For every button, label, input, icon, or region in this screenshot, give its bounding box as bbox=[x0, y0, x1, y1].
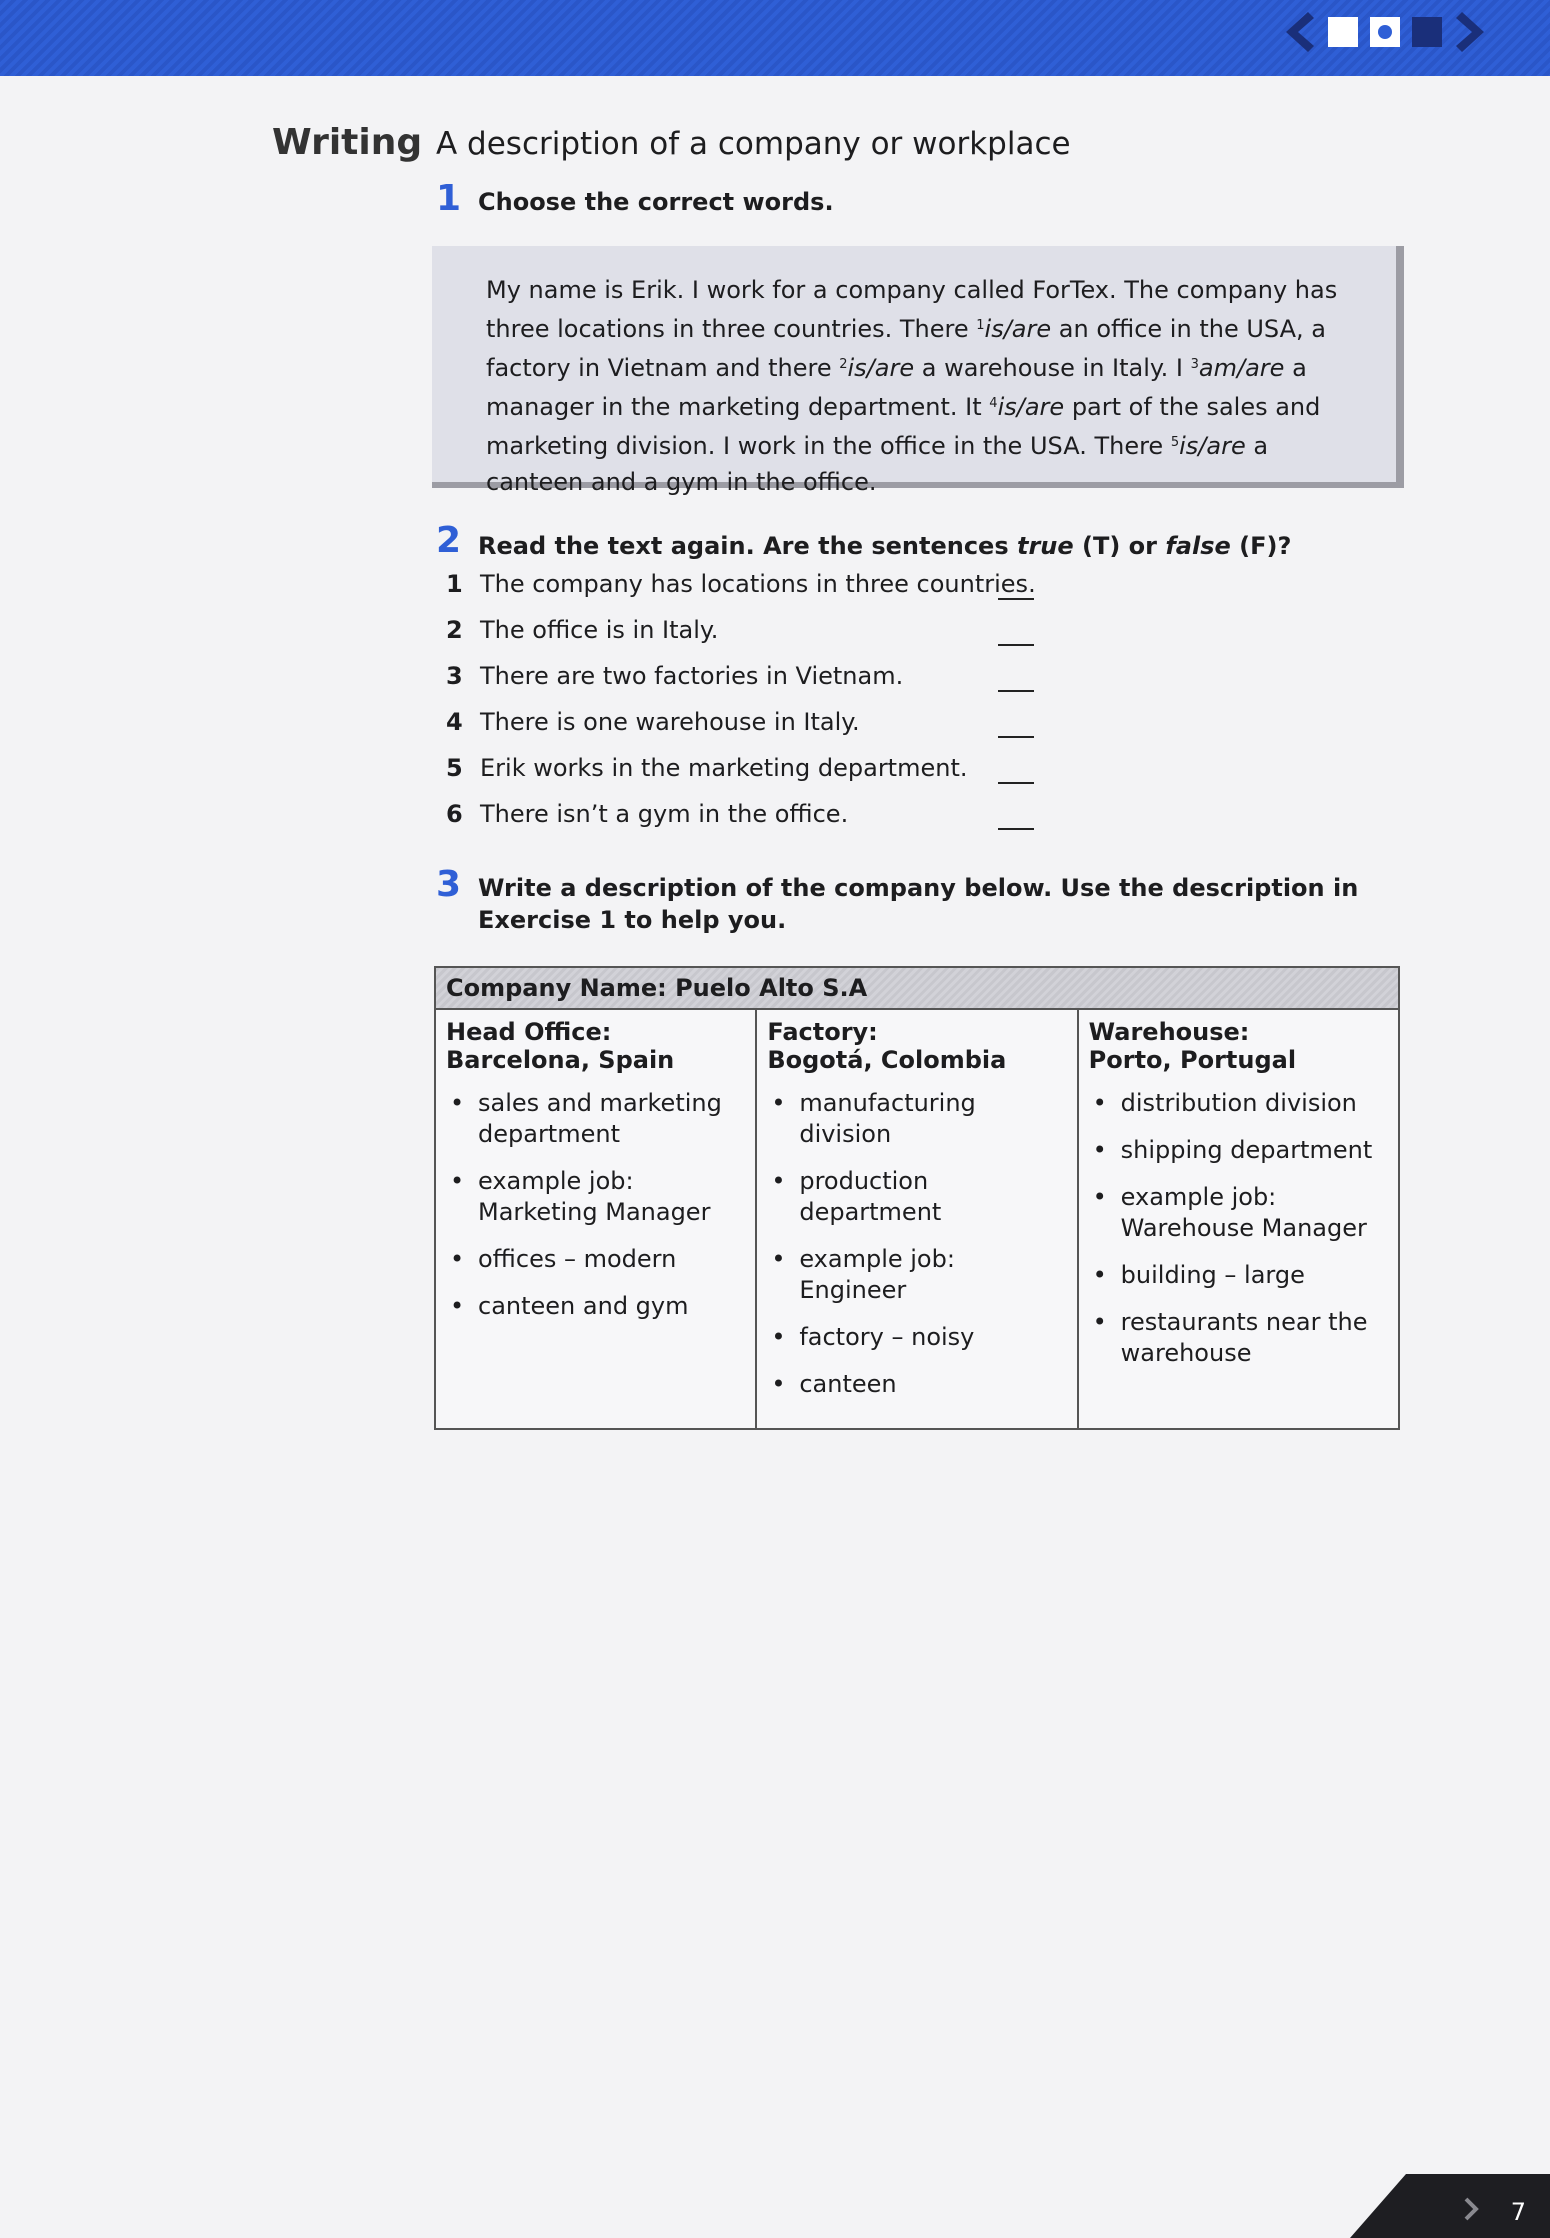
list-item: • canteen bbox=[767, 1369, 1066, 1400]
list-item: 2 The office is in Italy. bbox=[446, 616, 1046, 662]
factory-column bbox=[756, 1009, 1077, 1429]
exercise-3-number: 3 bbox=[436, 864, 462, 905]
circle-square-icon bbox=[1370, 17, 1400, 47]
filled-square-icon bbox=[1412, 17, 1442, 47]
list-item: • factory – noisy bbox=[767, 1322, 1066, 1353]
section-label: Writing bbox=[272, 122, 423, 163]
answer-blank[interactable] bbox=[998, 782, 1034, 784]
list-item: 4 There is one warehouse in Italy. bbox=[446, 708, 1046, 754]
choice-2[interactable]: is/are bbox=[847, 354, 915, 382]
column-location: Bogotá, Colombia bbox=[767, 1046, 1007, 1074]
exercise-1-text-box bbox=[432, 246, 1404, 496]
list-item: • distribution division bbox=[1089, 1088, 1388, 1119]
answer-blank[interactable] bbox=[998, 644, 1034, 646]
exercise-1-text: My name is Erik. I work for a company called ForTex. The company has three locations in three countries. There $^1$is/are an office in the USA, a factory in Vietnam and there $^2$is/are a warehouse in Italy. I $^3$am/are a manager in the marketing department. It $^4$is/are part of the sales and marketing division. I work in the office in the USA. There $^5$is/are a canteen and a gym in the office. bbox=[486, 276, 1338, 496]
nav-icons bbox=[1280, 10, 1490, 54]
list-item: • shipping department bbox=[1089, 1135, 1388, 1166]
column-location: Barcelona, Spain bbox=[446, 1046, 675, 1074]
list-item: 5 Erik works in the marketing department. bbox=[446, 754, 1046, 800]
column-title: Factory: bbox=[767, 1018, 878, 1046]
answer-blank[interactable] bbox=[998, 736, 1034, 738]
chevron-right-icon[interactable] bbox=[1458, 2196, 1486, 2222]
chevron-left-icon bbox=[1280, 10, 1316, 54]
list-item: 1 The company has locations in three countries. bbox=[446, 570, 1036, 598]
choice-4[interactable]: is/are bbox=[997, 393, 1065, 421]
answer-blank[interactable] bbox=[998, 828, 1034, 830]
company-table bbox=[434, 966, 1400, 1430]
column-title: Warehouse: bbox=[1088, 1018, 1250, 1046]
exercise-1-instruction: Choose the correct words. bbox=[478, 188, 834, 216]
choice-5[interactable]: is/are bbox=[1179, 432, 1246, 460]
section-title: A description of a company or workplace bbox=[436, 126, 1071, 162]
company-name-header: Company Name: Puelo Alto S.A bbox=[435, 967, 1399, 1009]
true-false-list bbox=[446, 570, 1046, 846]
exercise-1-number: 1 bbox=[436, 178, 462, 219]
warehouse-column bbox=[1078, 1009, 1399, 1429]
list-item: • production department bbox=[767, 1166, 1066, 1228]
top-banner bbox=[0, 0, 1550, 76]
exercise-2-number: 2 bbox=[436, 520, 462, 561]
list-item: • building – large bbox=[1089, 1260, 1388, 1291]
list-item: • manufacturing division bbox=[767, 1088, 1066, 1150]
choice-3[interactable]: am/are bbox=[1198, 354, 1285, 382]
list-item: • sales and marketing department bbox=[446, 1088, 745, 1150]
list-item: • restaurants near the warehouse bbox=[1089, 1307, 1388, 1369]
column-title: Head Office: bbox=[446, 1018, 612, 1046]
answer-blank[interactable] bbox=[998, 690, 1034, 692]
square-icon bbox=[1328, 17, 1358, 47]
column-location: Porto, Portugal bbox=[1088, 1046, 1297, 1074]
answer-blank[interactable] bbox=[998, 598, 1034, 600]
list-item: • example job: Warehouse Manager bbox=[1089, 1182, 1388, 1244]
exercise-2-instruction: Read the text again. Are the sentences true (T) or false (F)? bbox=[478, 532, 1292, 560]
chevron-right-icon bbox=[1454, 10, 1490, 54]
list-item: • offices – modern bbox=[446, 1244, 745, 1275]
list-item: • example job: Engineer bbox=[767, 1244, 1066, 1306]
head-office-column bbox=[435, 1009, 756, 1429]
choice-1[interactable]: is/are bbox=[984, 315, 1052, 343]
list-item: • canteen and gym bbox=[446, 1291, 745, 1322]
page-number: 7 bbox=[1510, 2198, 1526, 2226]
list-item: 6 There isn’t a gym in the office. bbox=[446, 800, 1046, 846]
exercise-3-instruction: Write a description of the company below. Use the description in Exercise 1 to help you. bbox=[478, 874, 1359, 934]
list-item: 3 There are two factories in Vietnam. bbox=[446, 662, 1046, 708]
list-item: • example job: Marketing Manager bbox=[446, 1166, 745, 1228]
